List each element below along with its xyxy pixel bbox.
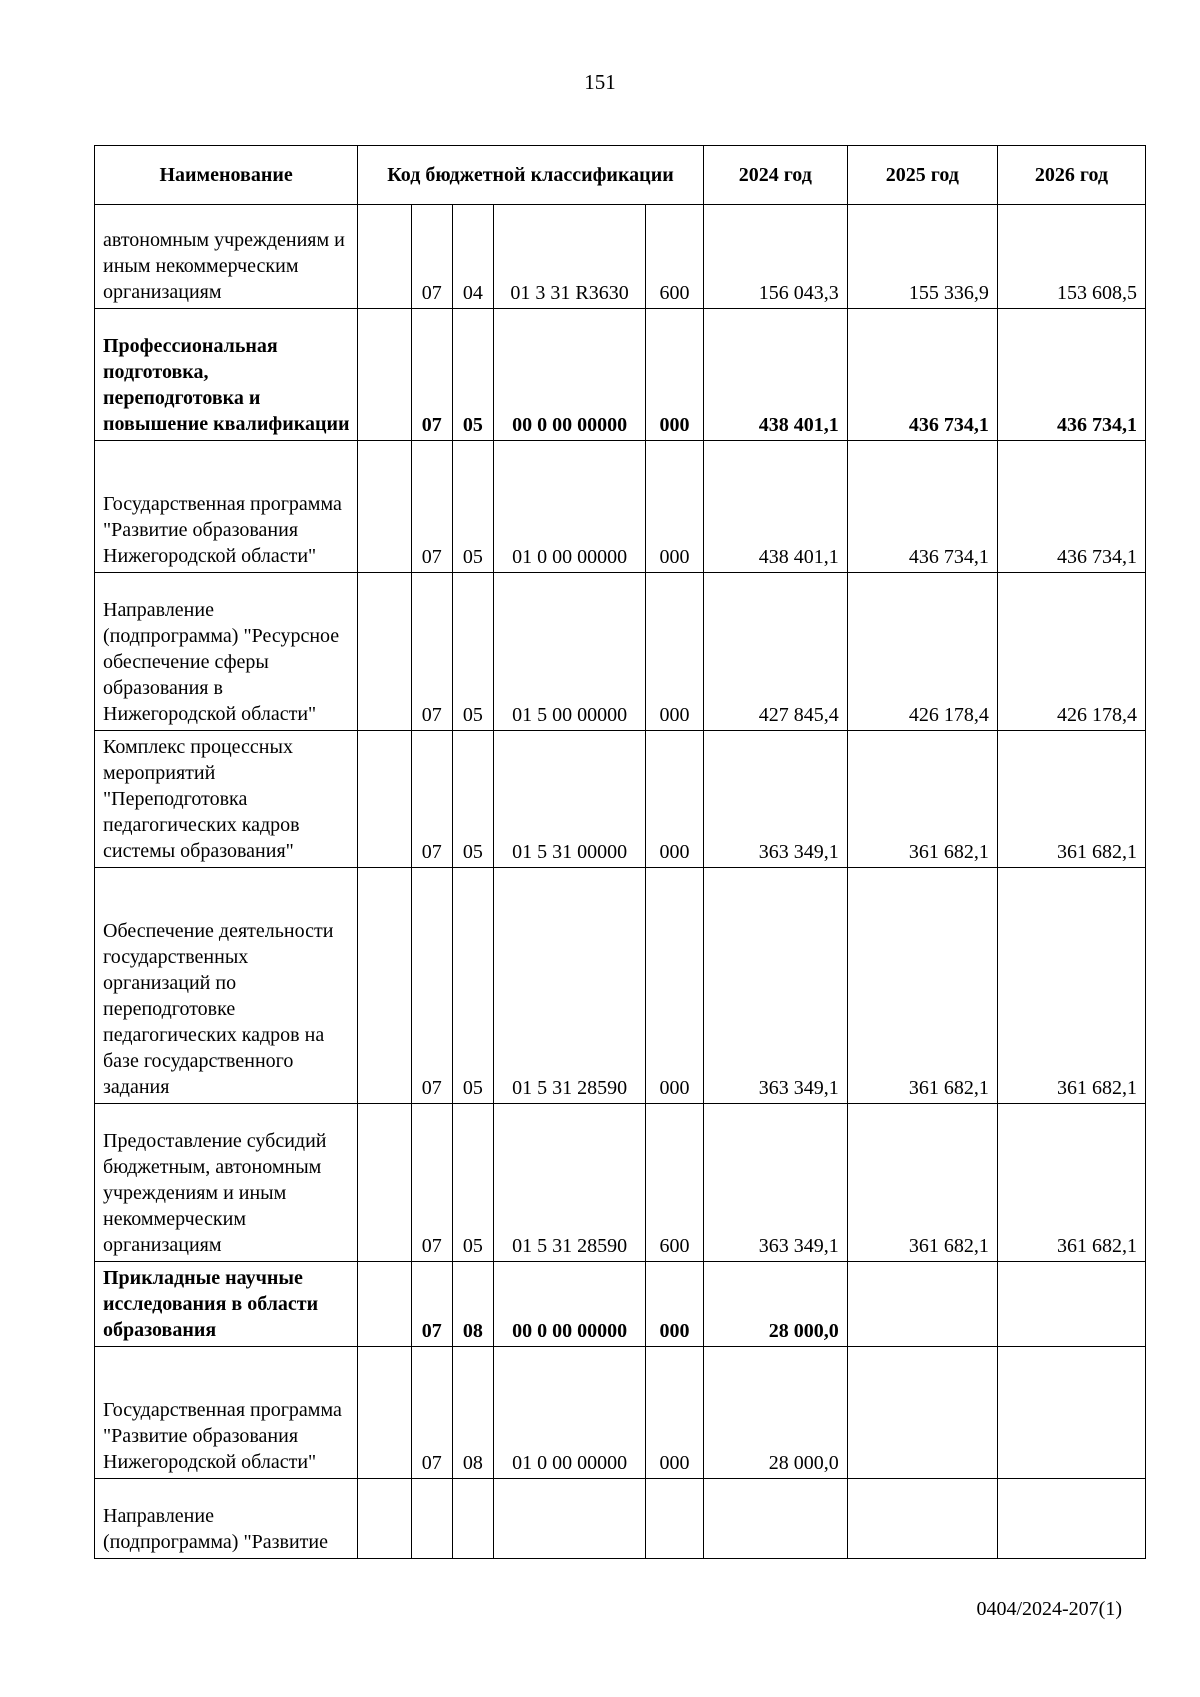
- header-2025: 2025 год: [847, 146, 997, 205]
- value-2025: 361 682,1: [847, 1104, 997, 1262]
- code-section: 07: [411, 1262, 452, 1347]
- code-subsection: 05: [452, 441, 493, 573]
- table-row: [95, 1347, 1146, 1479]
- code-section: 07: [411, 1104, 452, 1262]
- code-section: 07: [411, 573, 452, 731]
- page-number: 151: [584, 70, 616, 94]
- value-2024: 438 401,1: [703, 441, 847, 573]
- table-row: [95, 1262, 1146, 1347]
- code-target: 01 5 00 00000: [493, 573, 645, 731]
- table-row: [95, 573, 1146, 731]
- code-expense-type: 000: [646, 1347, 704, 1479]
- code-section: [411, 1479, 452, 1559]
- header-2026: 2026 год: [997, 146, 1145, 205]
- code-target: [493, 1479, 645, 1559]
- row-name: Государственная программа "Развитие образования Нижегородской области": [95, 441, 358, 573]
- value-2024: 363 349,1: [703, 868, 847, 1104]
- value-2026: [997, 1479, 1145, 1559]
- value-2026: [997, 1262, 1145, 1347]
- code-subsection: [452, 1479, 493, 1559]
- value-2024: 363 349,1: [703, 731, 847, 868]
- code-section: 07: [411, 441, 452, 573]
- table-row: [95, 868, 1146, 1104]
- empty-cell: [358, 1347, 411, 1479]
- empty-cell: [358, 868, 411, 1104]
- code-expense-type: 000: [646, 309, 704, 441]
- value-2026: [997, 1347, 1145, 1479]
- table-row: [95, 205, 1146, 309]
- value-2025: 436 734,1: [847, 441, 997, 573]
- code-expense-type: 000: [646, 731, 704, 868]
- code-target: 01 3 31 R3630: [493, 205, 645, 309]
- header-code: Код бюджетной классификации: [358, 146, 704, 205]
- value-2024: 438 401,1: [703, 309, 847, 441]
- budget-table: [94, 145, 1146, 1559]
- code-target: 01 5 31 28590: [493, 868, 645, 1104]
- document-code: 0404/2024-207(1): [976, 1598, 1122, 1620]
- row-name: Комплекс процессных мероприятий "Переподготовка педагогических кадров системы образования": [95, 731, 358, 868]
- value-2024: 427 845,4: [703, 573, 847, 731]
- row-name: Государственная программа "Развитие образования Нижегородской области": [95, 1347, 358, 1479]
- header-2024: 2024 год: [703, 146, 847, 205]
- value-2026: 436 734,1: [997, 441, 1145, 573]
- code-target: 01 0 00 00000: [493, 441, 645, 573]
- table-row: [95, 731, 1146, 868]
- value-2025: 361 682,1: [847, 868, 997, 1104]
- code-subsection: 08: [452, 1347, 493, 1479]
- table-row: [95, 309, 1146, 441]
- value-2025: 361 682,1: [847, 731, 997, 868]
- header-row: [95, 146, 1146, 205]
- code-expense-type: [646, 1479, 704, 1559]
- value-2025: 436 734,1: [847, 309, 997, 441]
- row-name: Направление (подпрограмма) "Развитие: [95, 1479, 358, 1559]
- code-section: 07: [411, 868, 452, 1104]
- empty-cell: [358, 309, 411, 441]
- table-row: [95, 1104, 1146, 1262]
- code-subsection: 04: [452, 205, 493, 309]
- empty-cell: [358, 1479, 411, 1559]
- empty-cell: [358, 573, 411, 731]
- code-expense-type: 000: [646, 441, 704, 573]
- value-2024: [703, 1479, 847, 1559]
- code-section: 07: [411, 205, 452, 309]
- value-2026: 426 178,4: [997, 573, 1145, 731]
- row-name: Профессиональная подготовка, переподготовка и повышение квалификации: [95, 309, 358, 441]
- empty-cell: [358, 1104, 411, 1262]
- code-expense-type: 000: [646, 573, 704, 731]
- empty-cell: [358, 1262, 411, 1347]
- code-target: 01 5 31 00000: [493, 731, 645, 868]
- code-subsection: 05: [452, 1104, 493, 1262]
- code-expense-type: 000: [646, 868, 704, 1104]
- value-2024: 28 000,0: [703, 1347, 847, 1479]
- empty-cell: [358, 205, 411, 309]
- code-subsection: 05: [452, 868, 493, 1104]
- code-section: 07: [411, 1347, 452, 1479]
- code-subsection: 05: [452, 573, 493, 731]
- code-target: 01 5 31 28590: [493, 1104, 645, 1262]
- code-target: 00 0 00 00000: [493, 309, 645, 441]
- value-2024: 363 349,1: [703, 1104, 847, 1262]
- row-name: Направление (подпрограмма) "Ресурсное обеспечение сферы образования в Нижегородской области": [95, 573, 358, 731]
- code-expense-type: 000: [646, 1262, 704, 1347]
- value-2025: 155 336,9: [847, 205, 997, 309]
- value-2026: 153 608,5: [997, 205, 1145, 309]
- code-subsection: 05: [452, 731, 493, 868]
- value-2026: 436 734,1: [997, 309, 1145, 441]
- row-name: автономным учреждениям и иным некоммерческим организациям: [95, 205, 358, 309]
- code-subsection: 08: [452, 1262, 493, 1347]
- row-name: Обеспечение деятельности государственных организаций по переподготовке педагогических кадров на базе государственного задания: [95, 868, 358, 1104]
- value-2025: [847, 1479, 997, 1559]
- code-section: 07: [411, 731, 452, 868]
- code-target: 00 0 00 00000: [493, 1262, 645, 1347]
- code-subsection: 05: [452, 309, 493, 441]
- table-row: [95, 1479, 1146, 1559]
- code-target: 01 0 00 00000: [493, 1347, 645, 1479]
- code-expense-type: 600: [646, 1104, 704, 1262]
- value-2025: [847, 1347, 997, 1479]
- empty-cell: [358, 731, 411, 868]
- value-2026: 361 682,1: [997, 1104, 1145, 1262]
- value-2025: [847, 1262, 997, 1347]
- row-name: Предоставление субсидий бюджетным, автономным учреждениям и иным некоммерческим организациям: [95, 1104, 358, 1262]
- value-2024: 28 000,0: [703, 1262, 847, 1347]
- value-2026: 361 682,1: [997, 731, 1145, 868]
- value-2024: 156 043,3: [703, 205, 847, 309]
- table-row: [95, 441, 1146, 573]
- row-name: Прикладные научные исследования в области образования: [95, 1262, 358, 1347]
- code-section: 07: [411, 309, 452, 441]
- value-2026: 361 682,1: [997, 868, 1145, 1104]
- header-name: Наименование: [95, 146, 358, 205]
- code-expense-type: 600: [646, 205, 704, 309]
- value-2025: 426 178,4: [847, 573, 997, 731]
- empty-cell: [358, 441, 411, 573]
